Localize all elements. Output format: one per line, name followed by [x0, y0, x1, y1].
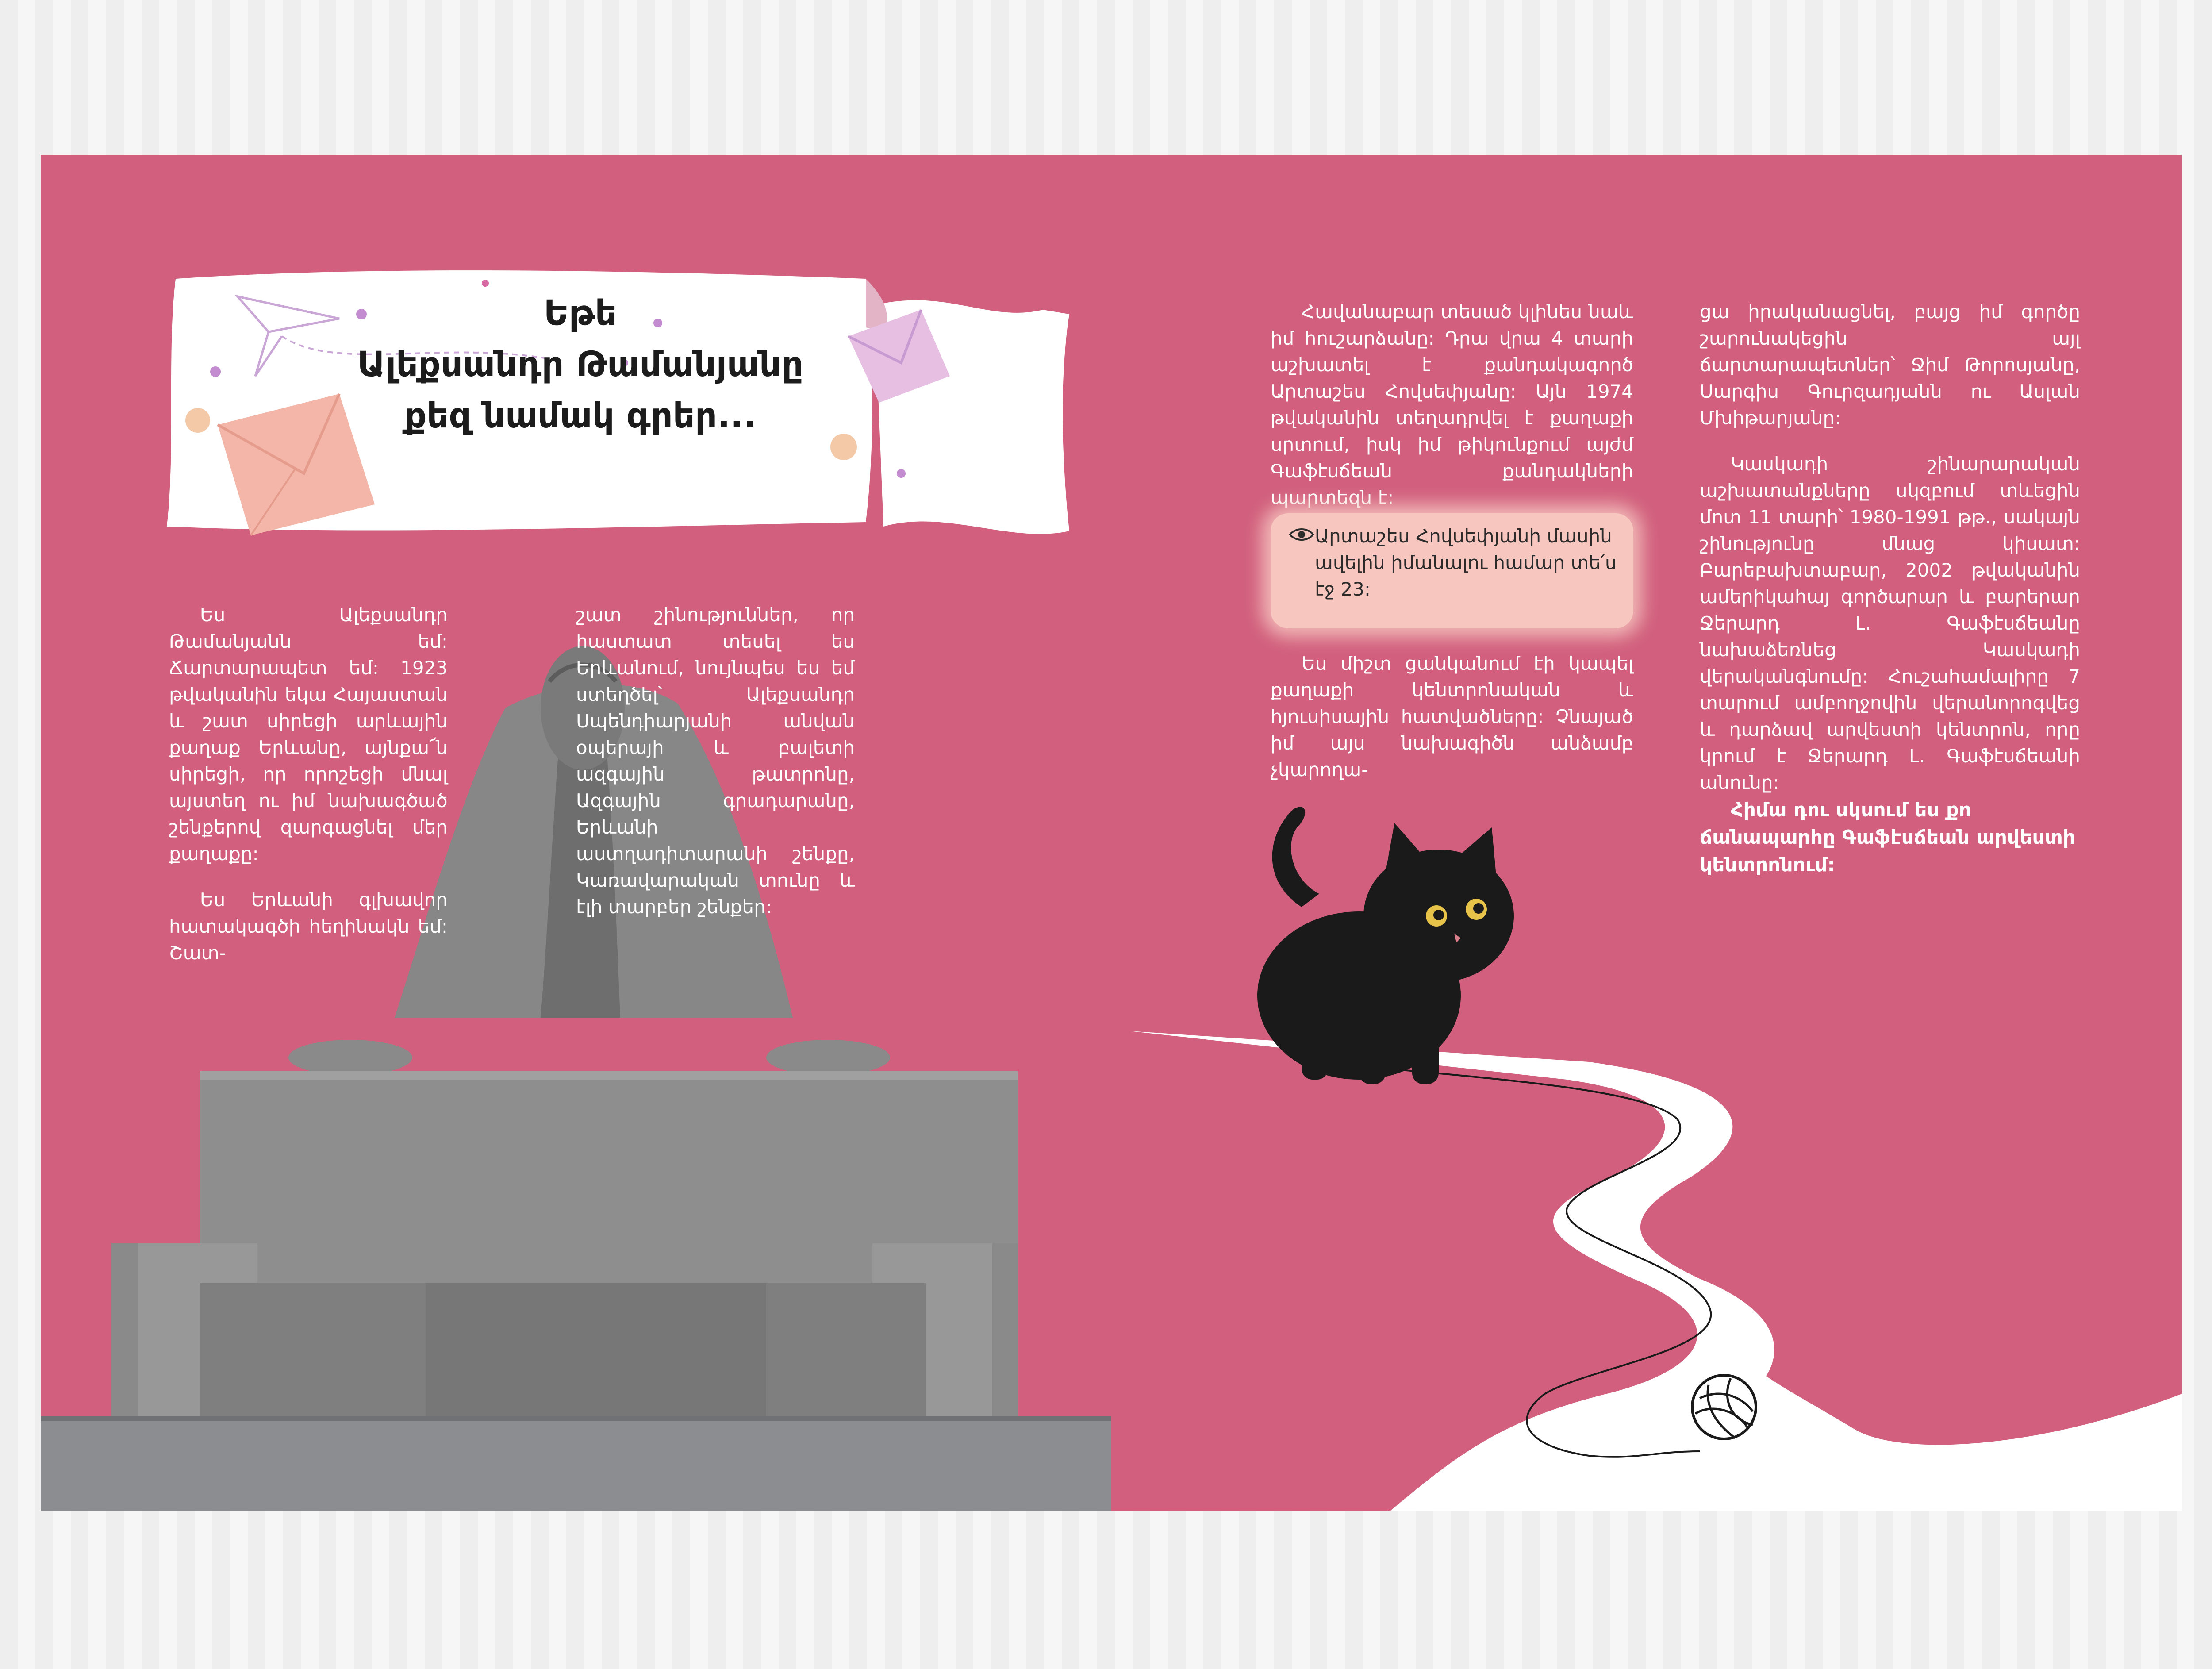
- title-line: քեզ նամակ գրեր...: [404, 396, 757, 436]
- title-line: Եթե: [544, 293, 617, 333]
- text-column-1: [169, 602, 448, 986]
- paragraph: Կասկադի շինարարական աշխատանքները սկզբում տևեցին մոտ 11 տարի՝ 1980-1991 թթ., սակայն շինությունը մնաց կիսատ: Բարեբախտաբար, 2002 թվականին ամերիկահայ գործարար և բարերար Ջերարդ Լ. Գաֆէսճեանը նախաձեռնեց Կասկադի վերականգնումը: Հուշահամալիրը 7 տարում ամբողջովին վերանորոգվեց և դարձավ արվեստի կենտրոն, որը կրում է Ջերարդ Լ. Գաֆէսճեանի անունը:: [1700, 453, 2080, 793]
- paragraph: Հավանաբար տեսած կլինես նաև իմ հուշարձանը: Դրա վրա 4 տարի աշխատել է քանդակագործ Արտաշես Հովսեփյանը: Այն 1974 թվականին տեղադրվել է քաղաքի սրտում, իսկ իմ թիկունքում այժմ Գաֆէսճեան քանդակների պարտեզն է:: [1271, 301, 1633, 508]
- winding-road: [1102, 1031, 2182, 1511]
- paragraph: ցա իրականացնել, բայց իմ գործը շարունակեցին այլ ճարտարապետներ՝ Ջիմ Թորոսյանը, Սարգիս Գուրզադյանն ու Ասլան Մխիթարյանը:: [1700, 301, 2080, 429]
- info-box-text: Արտաշես Հովսեփյանի մասին ավելին իմանալու համար տե՛ս էջ 23:: [1315, 525, 1617, 600]
- text-column-3: [1271, 299, 1633, 531]
- paragraph: Ես Ալեքսանդր Թամանյանն եմ: Ճարտարապետ եմ: 1923 թվականին եկա Հայաստան և շատ սիրեցի արևային քաղաք Երևանը, այնքա՜ն սիրեցի, որ որոշեցի մնալ այստեղ ու իմ նախագծած շենքերով զարգացնել մեր քաղաքը:: [169, 604, 448, 865]
- text-column-2: [576, 602, 855, 940]
- black-cat: [1235, 783, 1554, 1093]
- yarn-ball: [1686, 1372, 1766, 1442]
- title-line: Ալեքսանդր Թամանյանը: [357, 345, 804, 385]
- closing-text: Հիմա դու սկսում ես քո ճանապարհը Գաֆէսճեան արվեստի կենտրոնում:: [1700, 799, 2076, 876]
- text-column-4: [1700, 299, 2080, 815]
- paragraph: Ես միշտ ցանկանում էի կապել քաղաքի կենտրոնական և հյուսիսային հատվածները: Չնայած իմ այս նախագիծն անձամբ չկարողա-: [1271, 653, 1633, 781]
- text-column-3-cont: [1271, 650, 1633, 803]
- paragraph: շատ շինություններ, որ հաստատ տեսել ես Երևանում, նույնպես ես եմ ստեղծել՝ Ալեքսանդր Սպենդիարյանի անվան օպերայի և բալետի ազգային թատրոնը, Ազգային գրադարանը, Երևանի աստղադիտարանի շենքը, Կառավարական տունը և էլի տարբեր շենքեր:: [576, 604, 855, 918]
- eye-icon: [1288, 526, 1315, 543]
- info-box: [1271, 513, 1633, 628]
- paragraph: Ես Երևանի գլխավոր հատակագծի հեղինակն եմ: Շատ-: [169, 889, 448, 964]
- book-spread: [41, 155, 2182, 1511]
